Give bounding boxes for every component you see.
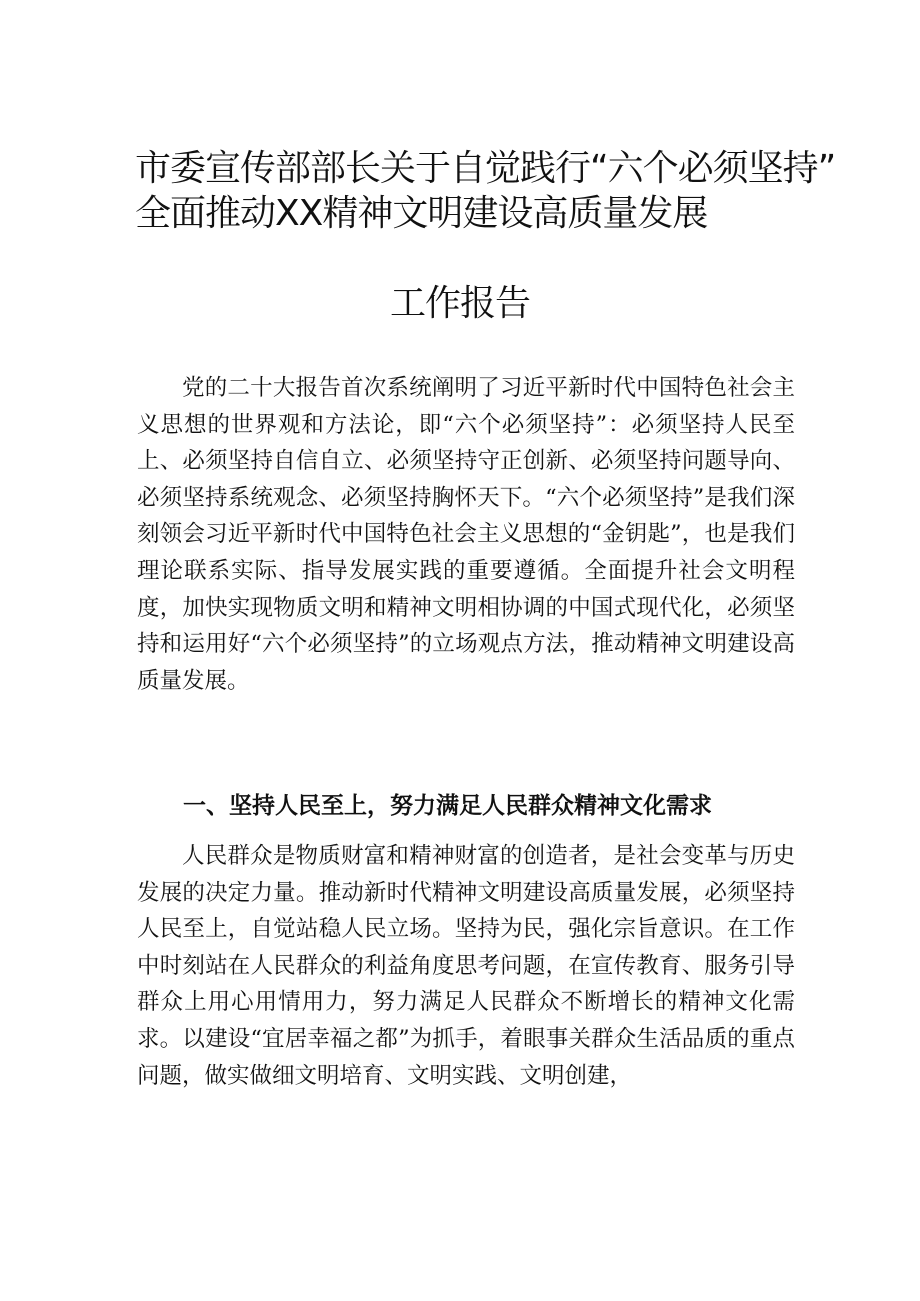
section-1-paragraph: 人民群众是物质财富和精神财富的创造者，是社会变革与历史发展的决定力量。推动新时代精神文明建设高质量发展，必须坚持人民至上，自觉站稳人民立场。坚持为民，强化宗旨意识。在工作中时刻站在人民群众的利益角度思考问题，在宣传教育、服务引导群众上用心用情用力，努力满足人民群众不断增长的精神文化需求。以建设“宜居幸福之都”为抓手，着眼事关群众生活品质的重点问题，做实做细文明培育、文明实践、文明创建， — [137, 843, 795, 1089]
document-title-line-2: 全面推动XX精神文明建设高质量发展 — [135, 193, 708, 234]
intro-paragraph: 党的二十大报告首次系统阐明了习近平新时代中国特色社会主义思想的世界观和方法论，即“六个必须坚持”：必须坚持人民至上、必须坚持自信自立、必须坚持守正创新、必须坚持问题导向、必须坚持系统观念、必须坚持胸怀天下。“六个必须坚持”是我们深刻领会习近平新时代中国特色社会主义思想的“金钥匙”，也是我们理论联系实际、指导发展实践的重要遵循。全面提升社会文明程度，加快实现物质文明和精神文明相协调的中国式现代化，必须坚持和运用好“六个必须坚持”的立场观点方法，推动精神文明建设高质量发展。 — [137, 375, 795, 694]
document-title-line-1: 市委宣传部部长关于自觉践行“六个必须坚持” — [135, 148, 836, 189]
section-heading-1: 一、坚持人民至上，努力满足人民群众精神文化需求 — [183, 793, 712, 819]
document-title-line-3: 工作报告 — [389, 283, 530, 324]
